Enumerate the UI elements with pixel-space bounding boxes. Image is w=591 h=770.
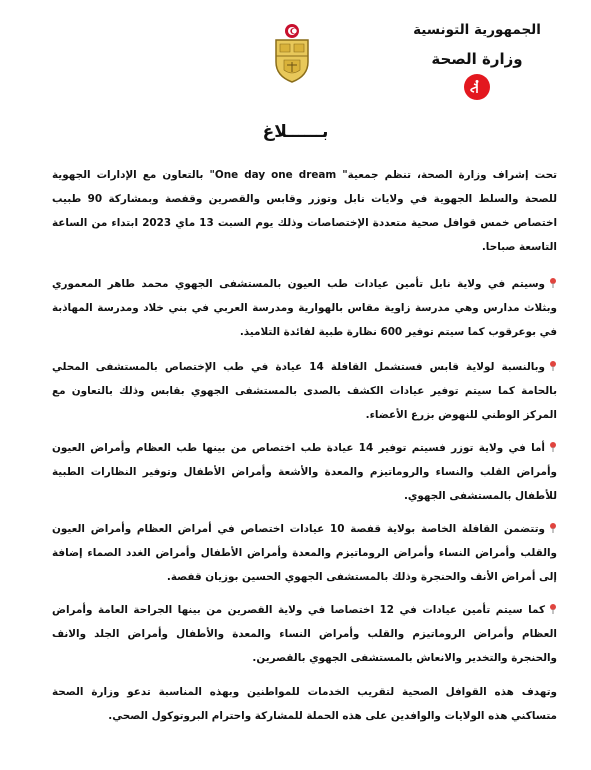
document-header [407,18,547,100]
paragraph-text: وسيتم في ولاية نابل تأمين عيادات طب العيون بالمستشفى الجهوي محمد طاهر المعموري وبثلاث مدارس وهي مدرسة زاوية مقاس بالهوارية ومدرسة العربي في بني خلاد ومدرسة المهاذبة في بوعرقوب كما سيتم توفير 600 نظارة طبية لفائدة التلاميذ. [52,278,557,338]
ministry-name: وزارة الصحة [431,50,523,68]
tunisia-coat-of-arms-icon [268,22,316,84]
paragraph-gabes [52,355,557,427]
paragraph-text: كما سيتم تأمين عيادات في 12 اختصاصا في ولاية القصرين من بينها الجراحة العامة وأمراض العظام وأمراض الروماتيزم والقلب وأمراض النساء والمعدة والأطفال وأمراض الجلد والانف والحنجرة والتخدير والانعاش بالمستشفى الجهوي بالقصرين. [52,604,557,664]
round-pushpin-icon [549,523,557,533]
round-pushpin-icon [549,361,557,371]
paragraph-text: أما في ولاية توزر فسيتم توفير 14 عيادة طب اختصاص من بينها طب العظام وأمراض العيون وأمراض القلب والنساء والروماتيزم والمعدة والأشعة وأمراض الأطفال وتوفير النظارات الطبية للأطفال بالمستشفى الجهوي. [52,442,557,502]
paragraph-gafsa [52,517,557,589]
paragraph-kasserine [52,598,557,670]
paragraph-text: تحت إشراف وزارة الصحة، تنظم جمعية" One day one dream" بالتعاون مع الإدارات الجهوية للصحة والسلط الجهوية في ولايات نابل وتوزر وقابس والقصرين وقفصة وبمشاركة 90 طبيب اختصاص خمس قوافل صحية متعددة الإختصاصات وذلك يوم السبت 13 ماي 2023 ابتداء من الساعة التاسعة صباحا. [52,169,558,253]
round-pushpin-icon [549,604,557,614]
paragraph-closing [52,680,557,728]
paragraph-nabeul [52,272,557,344]
ministry-of-health-logo-icon [464,74,490,100]
paragraph-tozeur [52,436,557,508]
republic-name: الجمهورية التونسية [413,22,541,38]
paragraph-text: وتتضمن القافلة الخاصة بولاية قفصة 10 عيادات اختصاص في أمراض العظام وأمراض العيون والقلب وأمراض النساء وأمراض الروماتيزم والمعدة وأمراض الأطفال وأمراض الغدد الصماء إضافة إلى أمراض الأنف والحنجرة وذلك بالمستشفى الجهوي الحسين بوزيان قفصة. [52,523,557,583]
document-title: بــــــلاغ [262,122,329,142]
round-pushpin-icon [549,442,557,452]
paragraph-text: وتهدف هذه القوافل الصحية لتقريب الخدمات للمواطنين وبهذه المناسبة تدعو وزارة الصحة متساكني هذه الولايات والوافدين على هذه الحملة للمشاركة واحترام البروتوكول الصحي. [52,686,557,722]
paragraph-intro [52,163,557,259]
paragraph-text: وبالنسبة لولاية قابس فستشمل القافلة 14 عيادة في طب الإختصاص بالمستشفى المحلي بالحامة كما سيتم توفير عيادات الكشف بالصدى بالمستشفى الجهوي بقابس وذلك بالتعاون مع المركز الوطني للنهوض بزرع الأعضاء. [52,361,557,421]
round-pushpin-icon [549,278,557,288]
